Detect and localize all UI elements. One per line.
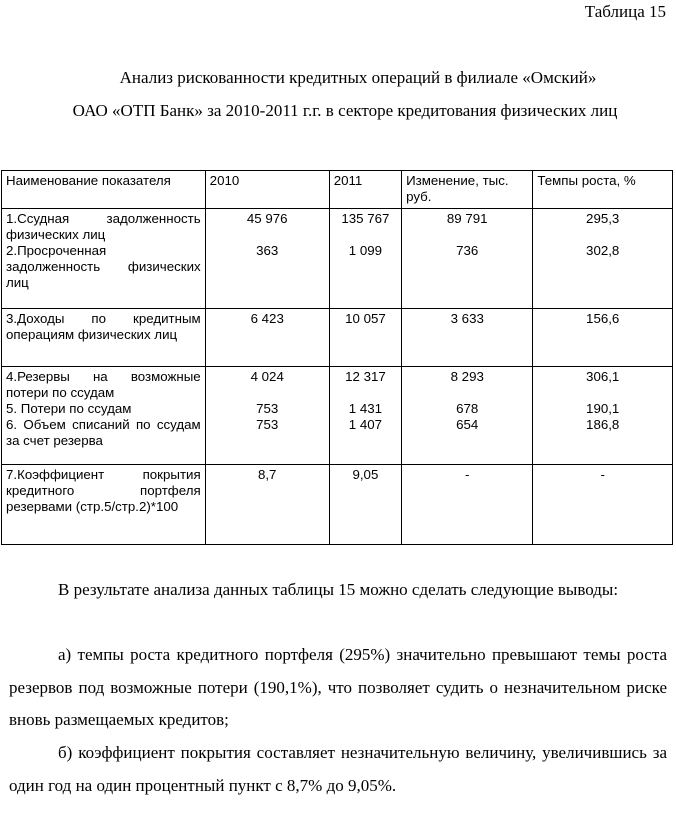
row-5-value-2011: 1 431 <box>348 401 383 416</box>
table-row <box>2 465 673 545</box>
row-6-rate: 186,8 <box>586 417 620 432</box>
value-2011-cell <box>329 209 401 309</box>
row-1-value-2011: 135 767 <box>341 211 390 226</box>
table-row <box>2 209 673 309</box>
row-name-cell <box>2 209 206 309</box>
row-1-name: 1.Ссудная задолженность физических лиц <box>6 211 201 242</box>
table-row <box>2 309 673 367</box>
row-3-value-2010: 6 423 <box>205 309 329 367</box>
row-7-rate: - <box>533 465 673 545</box>
row-4-rate: 306,1 <box>586 369 620 384</box>
change-cell <box>402 209 533 309</box>
value-2010-cell <box>205 367 329 465</box>
table-row <box>2 367 673 465</box>
table-number: Таблица 15 <box>584 2 666 21</box>
row-5-value-2010: 753 <box>256 401 279 416</box>
row-1-value-2010: 45 976 <box>246 211 288 226</box>
row-6-name: 6. Объем списаний по ссудам за счет резерва <box>6 417 201 448</box>
row-5-rate: 190,1 <box>586 401 620 416</box>
header-2010: 2010 <box>205 171 329 209</box>
rate-cell <box>533 209 673 309</box>
paragraph-conclusion-a: а) темпы роста кредитного портфеля (295%) значительно превышают темы роста резервов под возможные потери (190,1%), что позволяет судить о незначительном риске вновь размещаемых кредитов; <box>9 645 667 729</box>
row-1-rate: 295,3 <box>586 211 620 226</box>
value-2010-cell <box>205 209 329 309</box>
header-change: Изменение, тыс. руб. <box>402 171 533 209</box>
header-name: Наименование показателя <box>2 171 206 209</box>
row-6-value-2011: 1 407 <box>348 417 383 432</box>
row-2-value-2011: 1 099 <box>348 243 383 258</box>
data-table <box>1 170 673 545</box>
row-5-change: 678 <box>456 401 479 416</box>
row-2-value-2010: 363 <box>256 243 279 258</box>
row-4-name: 4.Резервы на возможные потери по ссудам <box>6 369 201 400</box>
row-4-value-2011: 12 317 <box>345 369 386 384</box>
paragraph-conclusion-intro: В результате анализа данных таблицы 15 можно сделать следующие выводы: <box>58 580 619 599</box>
row-name-cell <box>2 367 206 465</box>
rate-cell <box>533 367 673 465</box>
value-2011-cell <box>329 367 401 465</box>
row-6-value-2010: 753 <box>256 417 279 432</box>
row-7-value-2010: 8,7 <box>205 465 329 545</box>
row-4-change: 8 293 <box>450 369 484 384</box>
row-4-value-2010: 4 024 <box>250 369 284 384</box>
row-2-rate: 302,8 <box>586 243 620 258</box>
row-3-value-2011: 10 057 <box>329 309 401 367</box>
row-3-name: 3.Доходы по кредитным операциям физических лиц <box>2 309 206 367</box>
table-header-row <box>2 171 673 209</box>
row-5-name: 5. Потери по ссудам <box>6 401 132 416</box>
header-2011: 2011 <box>329 171 401 209</box>
table-title-line-2: ОАО «ОТП Банк» за 2010-2011 г.г. в секторе кредитования физических лиц <box>72 101 618 120</box>
change-cell <box>402 367 533 465</box>
row-2-name: 2.Просроченная задолженность физических лиц <box>6 243 201 290</box>
row-3-change: 3 633 <box>402 309 533 367</box>
row-7-value-2011: 9,05 <box>329 465 401 545</box>
row-1-change: 89 791 <box>446 211 488 226</box>
row-7-name: 7.Коэффициент покрытия кредитного портфеля резервами (стр.5/стр.2)*100 <box>2 465 206 545</box>
row-3-rate: 156,6 <box>533 309 673 367</box>
row-2-change: 736 <box>456 243 479 258</box>
row-6-change: 654 <box>456 417 479 432</box>
paragraph-conclusion-b: б) коэффициент покрытия составляет незначительную величину, увеличившись за один год на один процентный пункт с 8,7% до 9,05%. <box>9 743 667 795</box>
header-rate: Темпы роста, % <box>533 171 673 209</box>
row-7-change: - <box>402 465 533 545</box>
table-title-line-1: Анализ рискованности кредитных операций в филиале «Омский» <box>119 68 597 87</box>
